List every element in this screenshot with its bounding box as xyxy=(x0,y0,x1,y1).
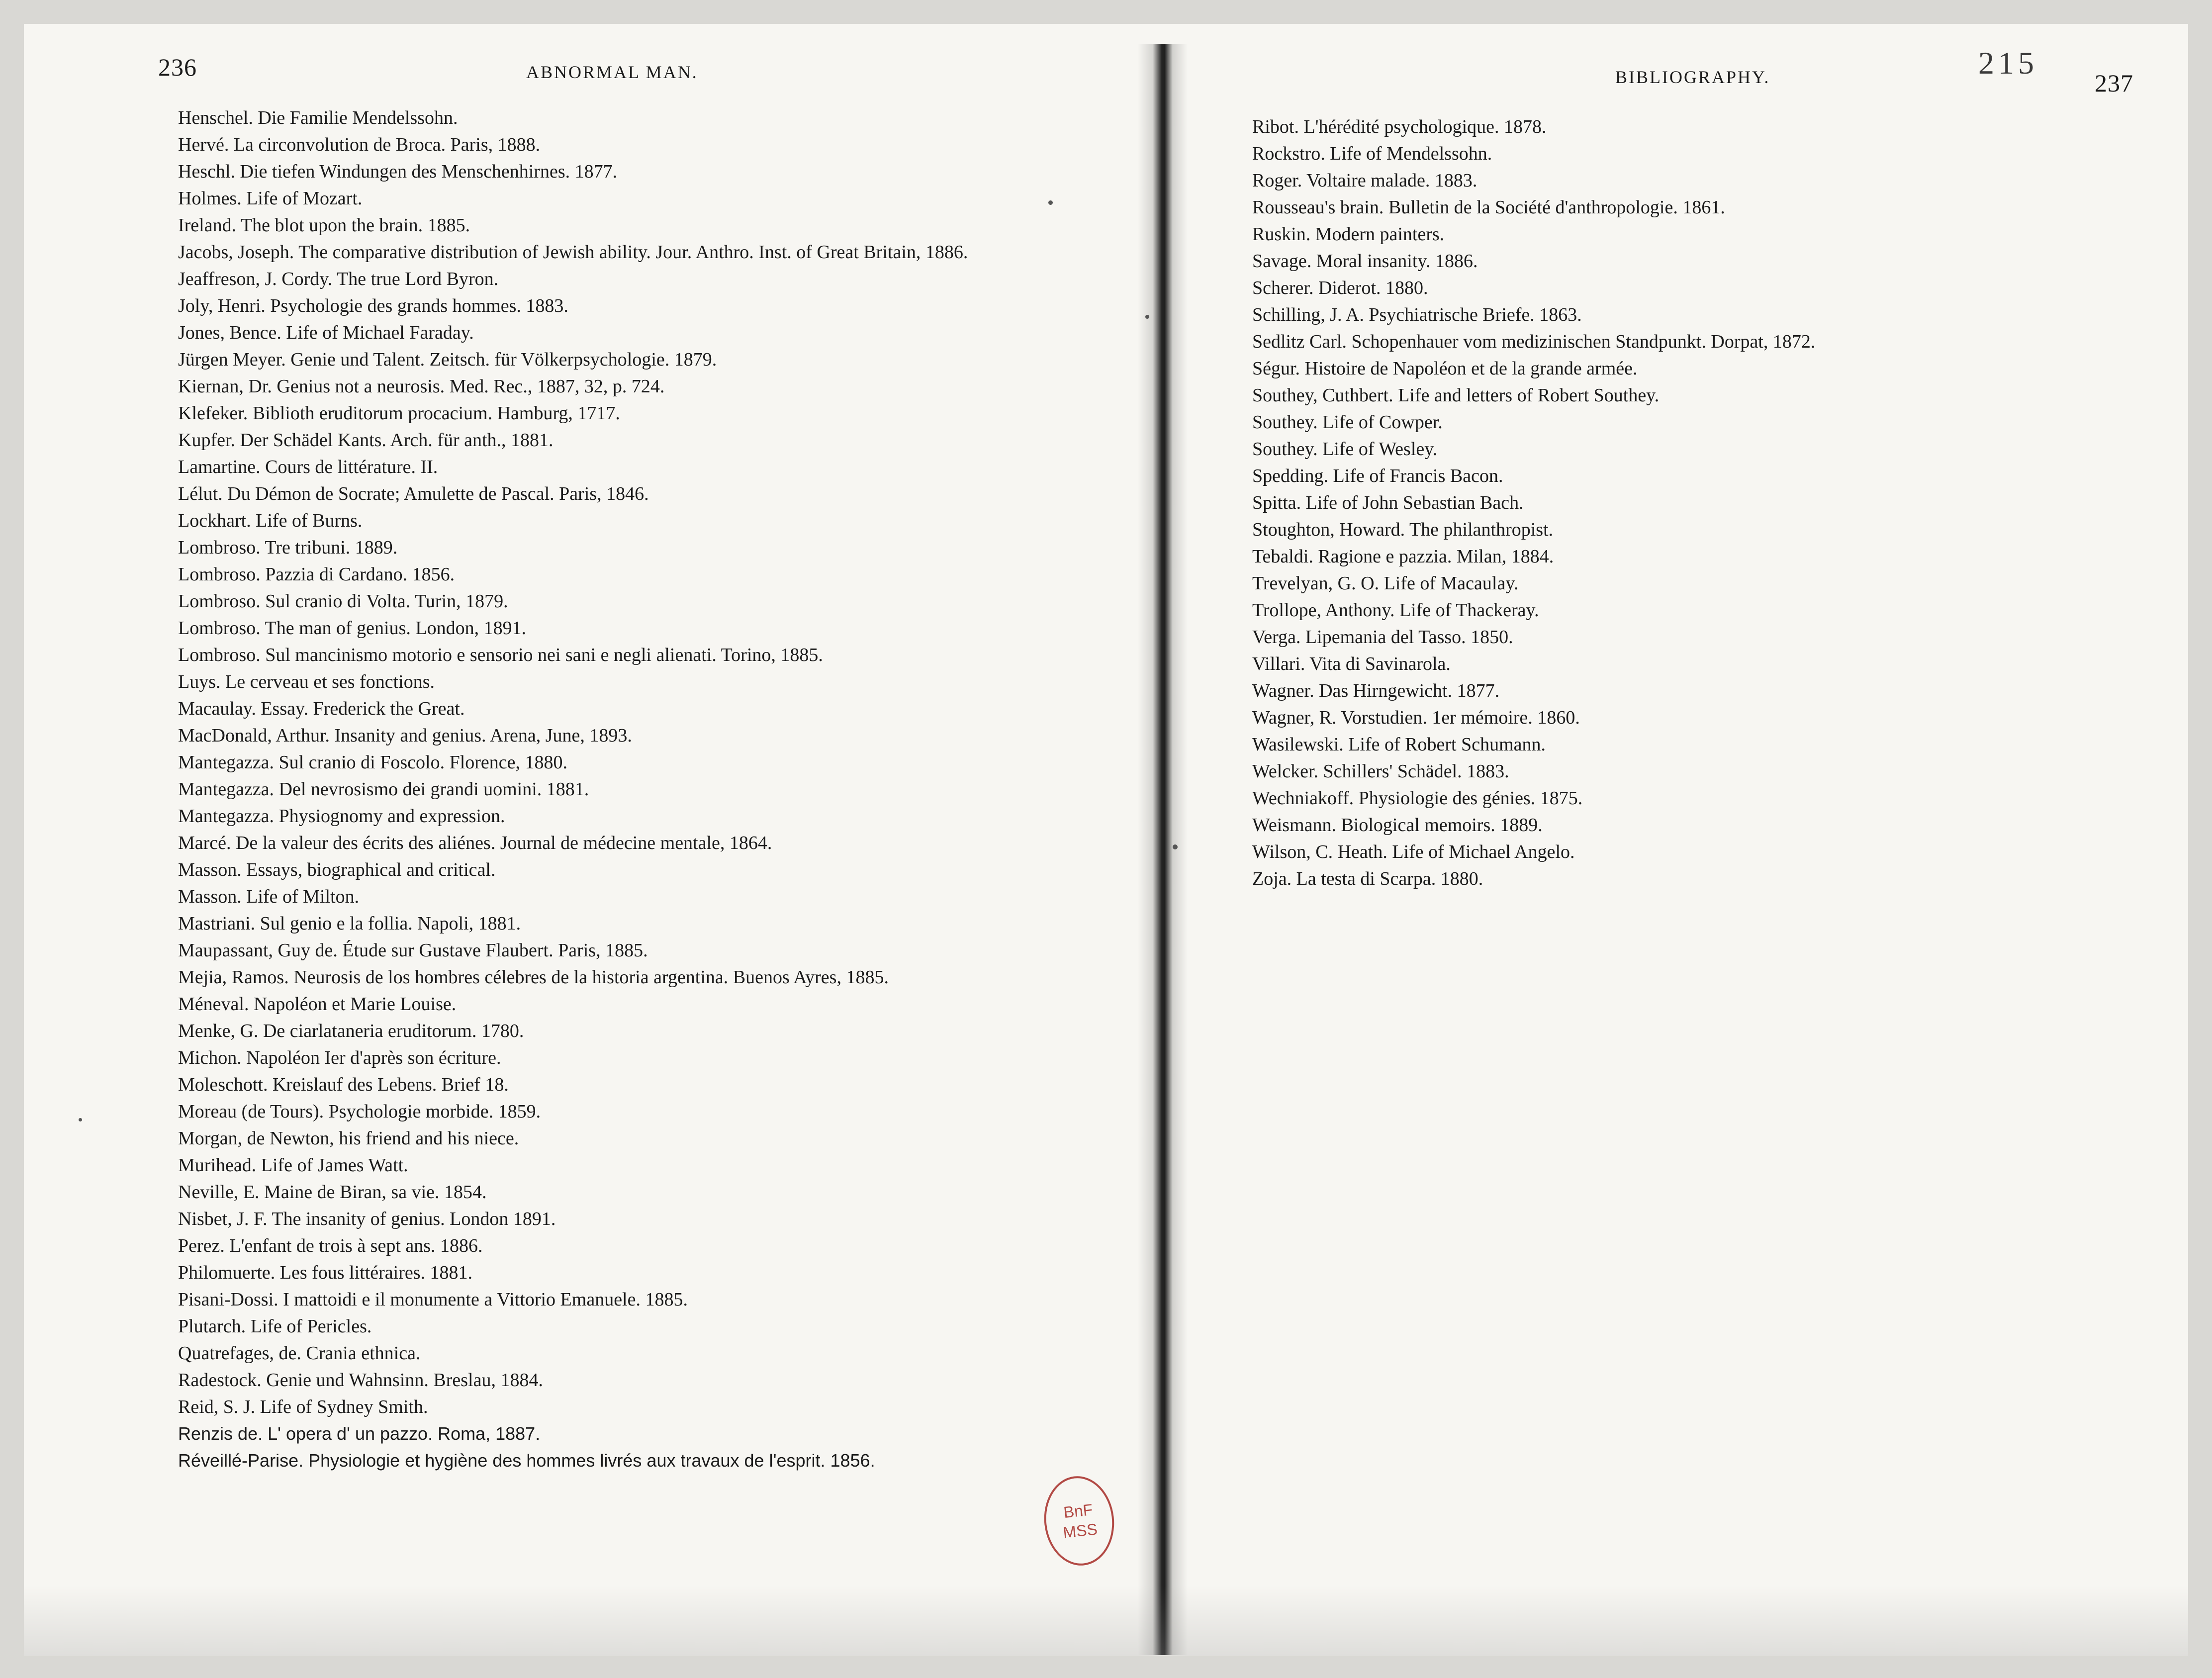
bibliography-entry: Macaulay. Essay. Frederick the Great. xyxy=(178,698,465,719)
bibliography-entry: Nisbet, J. F. The insanity of genius. London 1891. xyxy=(178,1209,556,1229)
bibliography-entry: Southey. Life of Wesley. xyxy=(1252,439,1438,460)
bibliography-entry: Spedding. Life of Francis Bacon. xyxy=(1252,466,1503,486)
bibliography-entry: Klefeker. Biblioth eruditorum procacium. Hamburg, 1717. xyxy=(178,403,620,424)
left-page-number: 236 xyxy=(158,53,197,81)
bibliography-entry: Marcé. De la valeur des écrits des aliénes. Journal de médecine mentale, 1864. xyxy=(178,833,772,853)
bibliography-entry: Quatrefages, de. Crania ethnica. xyxy=(178,1343,421,1364)
bibliography-entry: Lamartine. Cours de littérature. II. xyxy=(178,457,438,477)
bibliography-entry: Kiernan, Dr. Genius not a neurosis. Med. Rec., 1887, 32, p. 724. xyxy=(178,376,665,397)
dust-speck xyxy=(1145,315,1149,319)
bibliography-entry: Ruskin. Modern painters. xyxy=(1252,224,1445,245)
right-page-number: 237 xyxy=(2095,69,2133,97)
bibliography-entry: Ségur. Histoire de Napoléon et de la grande armée. xyxy=(1252,358,1638,379)
bibliography-entry: Holmes. Life of Mozart. xyxy=(178,188,363,209)
bibliography-entry: Masson. Life of Milton. xyxy=(178,886,360,907)
bibliography-entry: Mejia, Ramos. Neurosis de los hombres célebres de la historia argentina. Buenos Ayres, 1885. xyxy=(178,967,889,988)
stamp-line-2: MSS xyxy=(1062,1520,1099,1542)
bibliography-entry: Southey, Cuthbert. Life and letters of Robert Southey. xyxy=(1252,385,1659,406)
bibliography-entry: Verga. Lipemania del Tasso. 1850. xyxy=(1252,627,1513,648)
bibliography-entry: MacDonald, Arthur. Insanity and genius. Arena, June, 1893. xyxy=(178,725,632,746)
bibliography-entry: Wagner. Das Hirngewicht. 1877. xyxy=(1252,680,1500,701)
right-page xyxy=(1252,24,2157,1656)
bibliography-entry: Lombroso. Tre tribuni. 1889. xyxy=(178,537,398,558)
bibliography-entry: Morgan, de Newton, his friend and his niece. xyxy=(178,1128,519,1149)
bibliography-entry: Scherer. Diderot. 1880. xyxy=(1252,278,1428,298)
bibliography-entry: Joly, Henri. Psychologie des grands hommes. 1883. xyxy=(178,295,568,316)
bibliography-entry: Roger. Voltaire malade. 1883. xyxy=(1252,170,1477,191)
right-running-head: BIBLIOGRAPHY. xyxy=(1615,67,1770,87)
dust-speck xyxy=(79,1118,82,1121)
bibliography-entry: Welcker. Schillers' Schädel. 1883. xyxy=(1252,761,1509,782)
bibliography-entry: Lélut. Du Démon de Socrate; Amulette de Pascal. Paris, 1846. xyxy=(178,483,649,504)
bibliography-entry: Wechniakoff. Physiologie des génies. 1875. xyxy=(1252,788,1583,809)
bibliography-entry: Moreau (de Tours). Psychologie morbide. 1859. xyxy=(178,1101,541,1122)
bibliography-entry: Murihead. Life of James Watt. xyxy=(178,1155,408,1176)
bibliography-entry: Mantegazza. Del nevrosismo dei grandi uomini. 1881. xyxy=(178,779,589,800)
bibliography-entry: Mastriani. Sul genio e la follia. Napoli, 1881. xyxy=(178,913,521,934)
right-bibliography-list xyxy=(1252,113,2147,892)
bibliography-entry: Trevelyan, G. O. Life of Macaulay. xyxy=(1252,573,1519,594)
bibliography-entry: Plutarch. Life of Pericles. xyxy=(178,1316,372,1337)
bibliography-entry: Tebaldi. Ragione e pazzia. Milan, 1884. xyxy=(1252,546,1554,567)
bibliography-entry: Lombroso. Pazzia di Cardano. 1856. xyxy=(178,564,455,585)
stamp-line-1: BnF xyxy=(1062,1500,1094,1522)
bibliography-entry: Mantegazza. Physiognomy and expression. xyxy=(178,806,505,827)
bibliography-entry: Luys. Le cerveau et ses fonctions. xyxy=(178,671,435,692)
bibliography-entry: Réveillé-Parise. Physiologie et hygiène des hommes livrés aux travaux de l'esprit. 1856. xyxy=(178,1450,875,1471)
bibliography-entry: Pisani-Dossi. I mattoidi e il monumente a Vittorio Emanuele. 1885. xyxy=(178,1289,688,1310)
bibliography-entry: Schilling, J. A. Psychiatrische Briefe. 1863. xyxy=(1252,304,1582,325)
scanned-sheet xyxy=(24,24,2188,1656)
bibliography-entry: Ireland. The blot upon the brain. 1885. xyxy=(178,215,470,236)
left-bibliography-list xyxy=(178,104,1118,1474)
bibliography-entry: Neville, E. Maine de Biran, sa vie. 1854. xyxy=(178,1182,487,1203)
bibliography-entry: Rockstro. Life of Mendelssohn. xyxy=(1252,143,1492,164)
bibliography-entry: Jacobs, Joseph. The comparative distribution of Jewish ability. Jour. Anthro. Inst. of Great Britain, 1886. xyxy=(178,242,968,263)
bibliography-entry: Stoughton, Howard. The philanthropist. xyxy=(1252,519,1554,540)
bibliography-entry: Masson. Essays, biographical and critical. xyxy=(178,859,496,880)
bibliography-entry: Maupassant, Guy de. Étude sur Gustave Flaubert. Paris, 1885. xyxy=(178,940,648,961)
bibliography-entry: Radestock. Genie und Wahnsinn. Breslau, 1884. xyxy=(178,1370,543,1391)
bibliography-entry: Weismann. Biological memoirs. 1889. xyxy=(1252,815,1543,836)
bibliography-entry: Villari. Vita di Savinarola. xyxy=(1252,653,1451,674)
bibliography-entry: Lombroso. Sul mancinismo motorio e sensorio nei sani e negli alienati. Torino, 1885. xyxy=(178,645,823,665)
bibliography-entry: Jones, Bence. Life of Michael Faraday. xyxy=(178,322,474,343)
bibliography-entry: Reid, S. J. Life of Sydney Smith. xyxy=(178,1397,428,1417)
bibliography-entry: Trollope, Anthony. Life of Thackeray. xyxy=(1252,600,1539,621)
archive-folio-number: 215 xyxy=(1978,45,2038,81)
bibliography-entry: Wilson, C. Heath. Life of Michael Angelo. xyxy=(1252,841,1575,862)
bibliography-entry: Hervé. La circonvolution de Broca. Paris, 1888. xyxy=(178,134,541,155)
bibliography-entry: Jeaffreson, J. Cordy. The true Lord Byron. xyxy=(178,269,499,289)
bibliography-entry: Wasilewski. Life of Robert Schumann. xyxy=(1252,734,1546,755)
bibliography-entry: Mantegazza. Sul cranio di Foscolo. Florence, 1880. xyxy=(178,752,568,773)
bibliography-entry: Zoja. La testa di Scarpa. 1880. xyxy=(1252,868,1483,889)
bibliography-entry: Menke, G. De ciarlataneria eruditorum. 1780. xyxy=(178,1021,524,1041)
bibliography-entry: Michon. Napoléon Ier d'après son écriture. xyxy=(178,1047,501,1068)
dust-speck xyxy=(1048,200,1053,205)
bibliography-entry: Rousseau's brain. Bulletin de la Société d'anthropologie. 1861. xyxy=(1252,197,1725,218)
book-gutter xyxy=(1138,44,1188,1655)
bibliography-entry: Lombroso. Sul cranio di Volta. Turin, 1879. xyxy=(178,591,508,612)
dust-speck xyxy=(1173,844,1178,849)
bibliography-entry: Kupfer. Der Schädel Kants. Arch. für anth., 1881. xyxy=(178,430,553,451)
bibliography-entry: Moleschott. Kreislauf des Lebens. Brief 18. xyxy=(178,1074,509,1095)
bibliography-entry: Southey. Life of Cowper. xyxy=(1252,412,1443,433)
bibliography-entry: Wagner, R. Vorstudien. 1er mémoire. 1860. xyxy=(1252,707,1580,728)
left-running-head: ABNORMAL MAN. xyxy=(526,62,698,82)
bibliography-entry: Méneval. Napoléon et Marie Louise. xyxy=(178,994,457,1015)
bibliography-entry: Lombroso. The man of genius. London, 1891. xyxy=(178,618,527,639)
bibliography-entry: Heschl. Die tiefen Windungen des Menschenhirnes. 1877. xyxy=(178,161,618,182)
bibliography-entry: Renzis de. L' opera d' un pazzo. Roma, 1887. xyxy=(178,1423,541,1444)
bibliography-entry: Perez. L'enfant de trois à sept ans. 1886. xyxy=(178,1235,483,1256)
bibliography-entry: Jürgen Meyer. Genie und Talent. Zeitsch. für Völkerpsychologie. 1879. xyxy=(178,349,717,370)
bibliography-entry: Sedlitz Carl. Schopenhauer vom medizinischen Standpunkt. Dorpat, 1872. xyxy=(1252,331,1816,352)
bibliography-entry: Savage. Moral insanity. 1886. xyxy=(1252,251,1478,272)
left-page xyxy=(158,24,1118,1656)
bibliography-entry: Ribot. L'hérédité psychologique. 1878. xyxy=(1252,116,1547,137)
bibliography-entry: Henschel. Die Familie Mendelssohn. xyxy=(178,107,458,128)
bibliography-entry: Lockhart. Life of Burns. xyxy=(178,510,363,531)
bibliography-entry: Philomuerte. Les fous littéraires. 1881. xyxy=(178,1262,473,1283)
bibliography-entry: Spitta. Life of John Sebastian Bach. xyxy=(1252,492,1524,513)
